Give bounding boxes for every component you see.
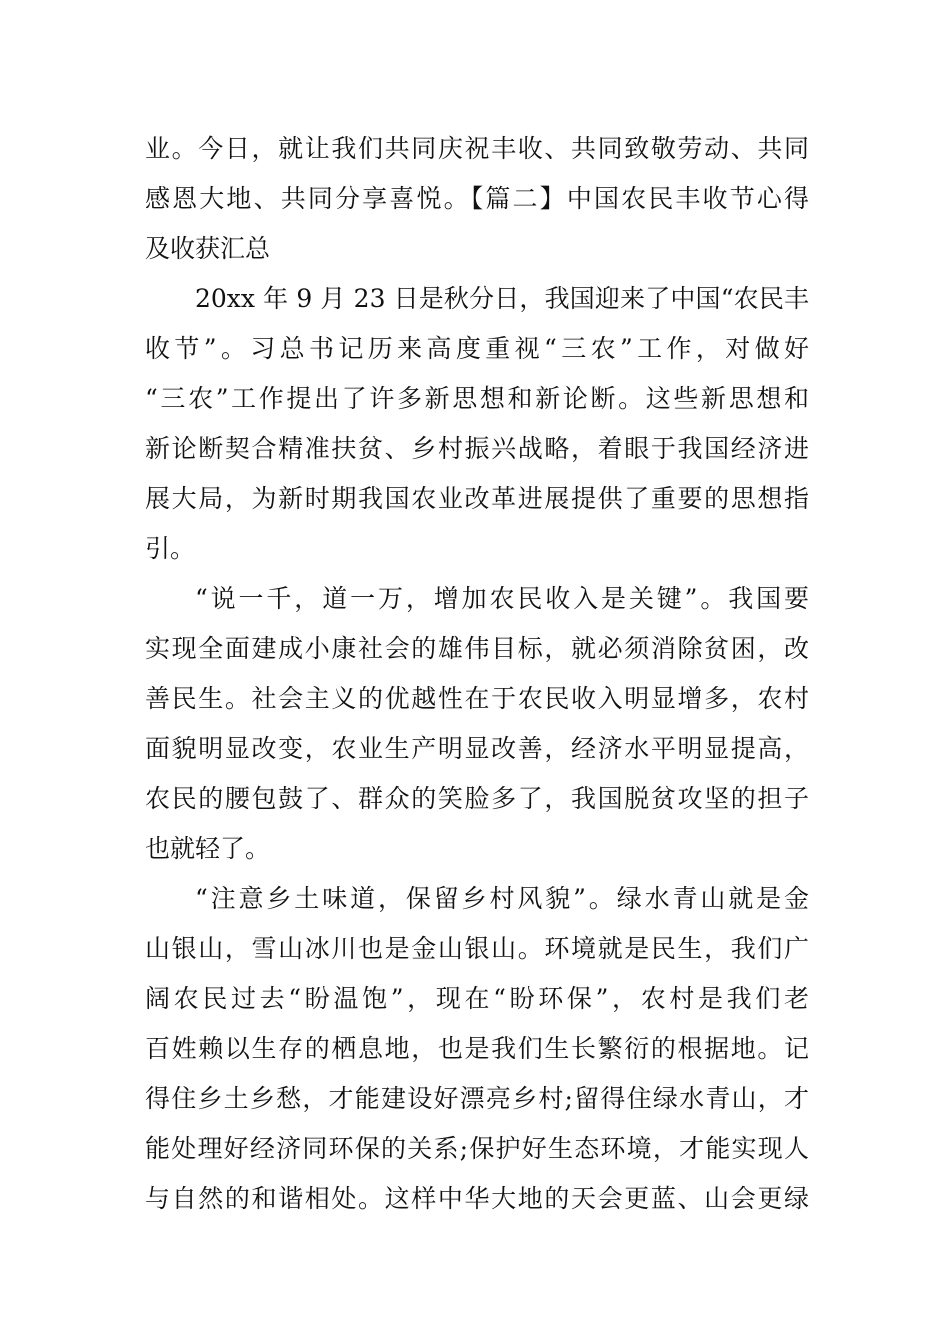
body-text [145, 124, 809, 1224]
paragraph-first-line: “注意乡土味道，保留乡村风貌”。绿水青山就是金 [195, 884, 809, 913]
text-line: 善民生。社会主义的优越性在于农民收入明显增多，农村 [145, 684, 809, 713]
text-line: 及收获汇总 [145, 234, 271, 263]
text-line: 实现全面建成小康社会的雄伟目标，就必须消除贫困，改 [145, 634, 809, 663]
paragraph-first-line: “说一千，道一万，增加农民收入是关键”。我国要 [195, 584, 809, 613]
text-line: 新论断契合精准扶贫、乡村振兴战略，着眼于我国经济进 [145, 434, 809, 463]
text-line: “三农”工作提出了许多新思想和新论断。这些新思想和 [145, 384, 809, 413]
text-line: 百姓赖以生存的栖息地，也是我们生长繁衍的根据地。记 [145, 1034, 809, 1063]
text-line: 也就轻了。 [145, 834, 271, 863]
text-line: 能处理好经济同环保的关系;保护好生态环境，才能实现人 [145, 1134, 809, 1163]
text-line: 面貌明显改变，农业生产明显改善，经济水平明显提高， [145, 734, 809, 763]
text-line: 收节”。习总书记历来高度重视“三农”工作，对做好 [145, 334, 809, 363]
text-line: 山银山，雪山冰川也是金山银山。环境就是民生，我们广 [145, 934, 809, 963]
text-line: 阔农民过去“盼温饱”，现在“盼环保”，农村是我们老 [145, 984, 809, 1013]
text-line: 展大局，为新时期我国农业改革进展提供了重要的思想指 [145, 484, 809, 513]
text-line: 得住乡土乡愁，才能建设好漂亮乡村;留得住绿水青山，才 [145, 1084, 809, 1113]
text-line: 与自然的和谐相处。这样中华大地的天会更蓝、山会更绿 [145, 1184, 809, 1213]
text-line: 业。今日，就让我们共同庆祝丰收、共同致敬劳动、共同 [145, 134, 809, 163]
text-line: 引。 [145, 534, 196, 563]
paragraph-first-line: 20xx 年 9 月 23 日是秋分日，我国迎来了中国“农民丰 [195, 284, 809, 313]
text-line: 感恩大地、共同分享喜悦。【篇二】中国农民丰收节心得 [145, 184, 809, 213]
text-line: 农民的腰包鼓了、群众的笑脸多了，我国脱贫攻坚的担子 [145, 784, 809, 813]
